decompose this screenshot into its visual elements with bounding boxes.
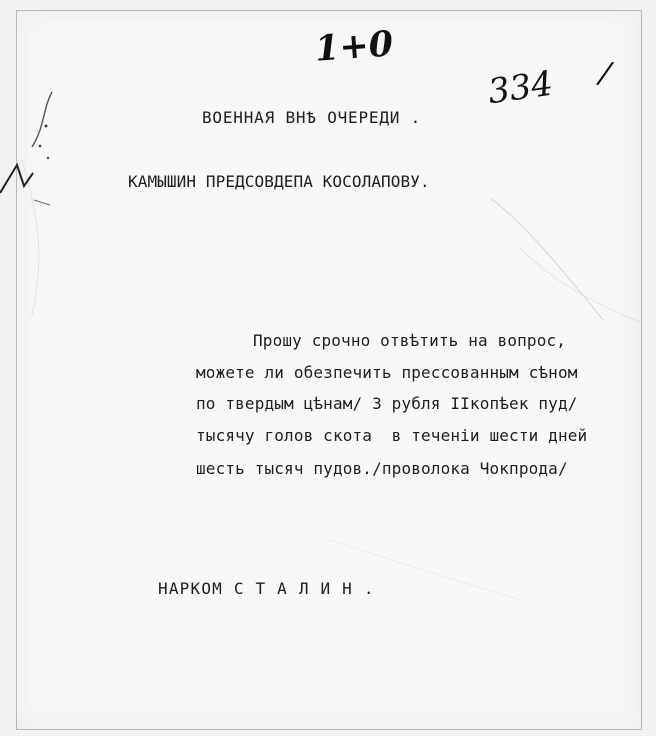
handwritten-top-mark: 1+0 bbox=[313, 23, 395, 70]
archive-number: 334 bbox=[485, 63, 556, 113]
body-line: по твердым цѣнам/ 3 рубля IIкопѣек пуд/ bbox=[196, 394, 578, 413]
priority-line: ВОЕННАЯ ВНѢ ОЧЕРЕДИ . bbox=[202, 108, 422, 127]
signature-line: НАРКОМ С Т А Л И Н . bbox=[158, 579, 375, 598]
archive-slash: / bbox=[597, 55, 613, 92]
body-line: тысячу голов скота в теченiи шести дней bbox=[196, 426, 588, 445]
body-line: Прошу срочно отвѣтить на вопрос, bbox=[253, 331, 567, 350]
body-line: можете ли обезпечить прессованным сѣном bbox=[196, 363, 578, 382]
address-line: КАМЫШИН ПРЕДСОВДЕПА КОСОЛАПОВУ. bbox=[128, 172, 430, 191]
body-line: шесть тысяч пудов./проволока Чокпрода/ bbox=[196, 459, 568, 478]
